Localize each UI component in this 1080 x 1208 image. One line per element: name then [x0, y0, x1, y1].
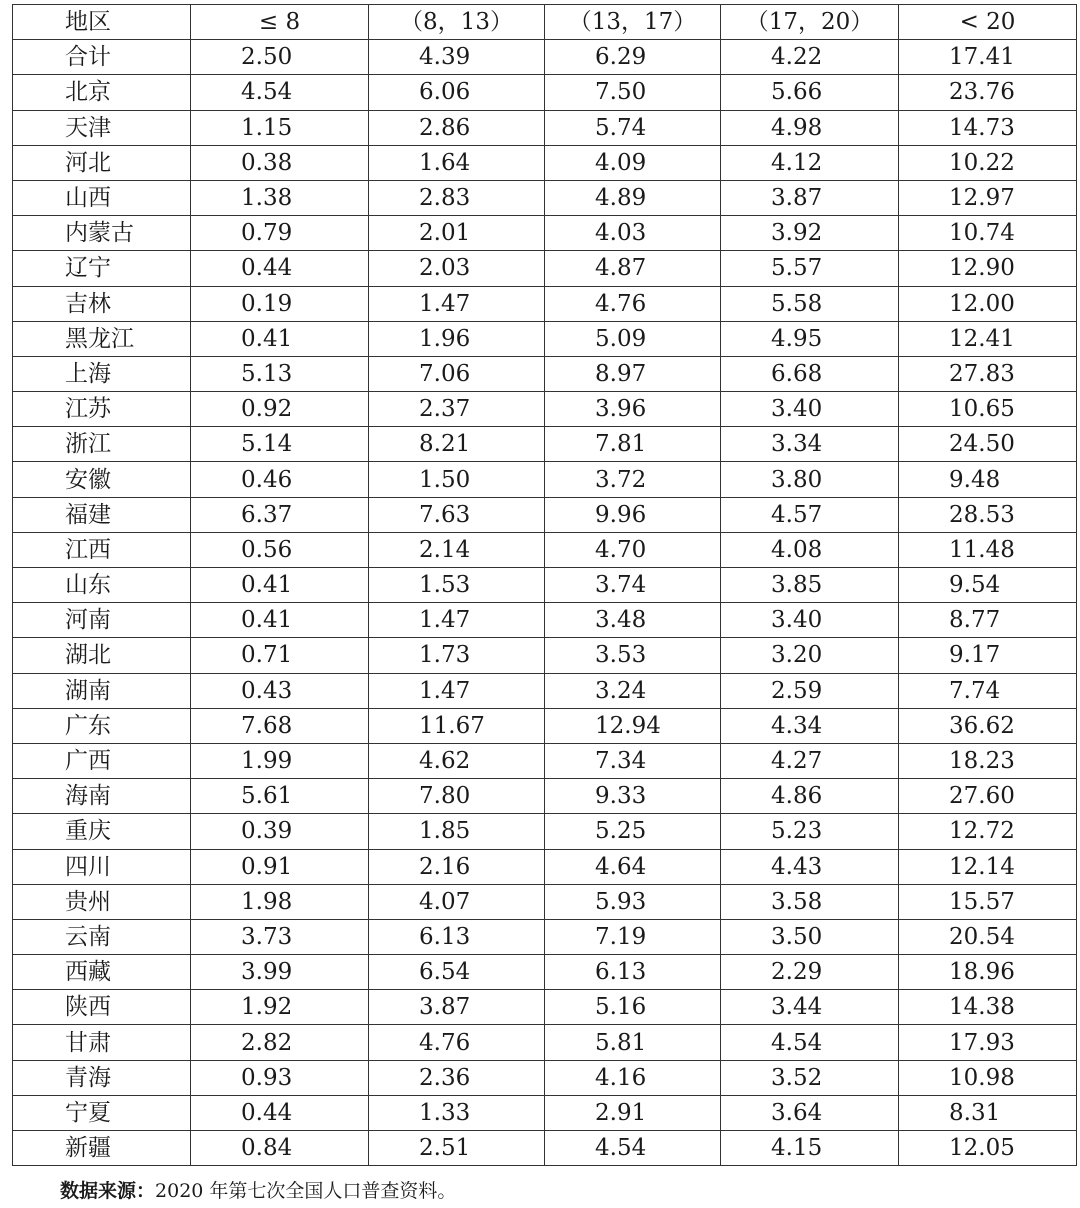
value-cell: 3.20 — [721, 638, 899, 673]
table-row — [13, 356, 1077, 391]
value-cell: 4.54 — [545, 1131, 721, 1166]
value-cell: 3.80 — [721, 462, 899, 497]
region-cell: 四川 — [13, 849, 191, 884]
value-cell: 0.41 — [191, 568, 369, 603]
value-cell: 28.53 — [899, 497, 1077, 532]
column-header: < 20 — [899, 5, 1077, 40]
value-cell: 4.76 — [545, 286, 721, 321]
value-cell: 4.70 — [545, 532, 721, 567]
table-row — [13, 462, 1077, 497]
value-cell: 6.37 — [191, 497, 369, 532]
value-cell: 3.40 — [721, 603, 899, 638]
value-cell: 0.38 — [191, 145, 369, 180]
value-cell: 8.97 — [545, 356, 721, 391]
value-cell: 1.64 — [369, 145, 545, 180]
table-row — [13, 251, 1077, 286]
value-cell: 4.39 — [369, 40, 545, 75]
value-cell: 7.34 — [545, 743, 721, 778]
value-cell: 0.39 — [191, 814, 369, 849]
value-cell: 11.67 — [369, 708, 545, 743]
value-cell: 7.06 — [369, 356, 545, 391]
value-cell: 9.48 — [899, 462, 1077, 497]
value-cell: 5.74 — [545, 110, 721, 145]
table-row — [13, 779, 1077, 814]
value-cell: 4.62 — [369, 743, 545, 778]
value-cell: 12.97 — [899, 180, 1077, 215]
value-cell: 7.50 — [545, 75, 721, 110]
table-row — [13, 1060, 1077, 1095]
table-row — [13, 919, 1077, 954]
value-cell: 4.95 — [721, 321, 899, 356]
value-cell: 4.34 — [721, 708, 899, 743]
value-cell: 9.54 — [899, 568, 1077, 603]
region-cell: 江苏 — [13, 392, 191, 427]
region-cell: 河北 — [13, 145, 191, 180]
value-cell: 3.40 — [721, 392, 899, 427]
value-cell: 5.14 — [191, 427, 369, 462]
value-cell: 2.59 — [721, 673, 899, 708]
value-cell: 4.76 — [369, 1025, 545, 1060]
source-label: 数据来源： — [60, 1180, 156, 1202]
value-cell: 3.58 — [721, 884, 899, 919]
value-cell: 4.08 — [721, 532, 899, 567]
column-header: 地区 — [13, 5, 191, 40]
value-cell: 7.80 — [369, 779, 545, 814]
value-cell: 12.14 — [899, 849, 1077, 884]
value-cell: 4.98 — [721, 110, 899, 145]
region-cell: 吉林 — [13, 286, 191, 321]
value-cell: 7.74 — [899, 673, 1077, 708]
value-cell: 1.50 — [369, 462, 545, 497]
value-cell: 20.54 — [899, 919, 1077, 954]
value-cell: 1.92 — [191, 990, 369, 1025]
value-cell: 14.38 — [899, 990, 1077, 1025]
table-row — [13, 849, 1077, 884]
value-cell: 0.41 — [191, 321, 369, 356]
region-cell: 广东 — [13, 708, 191, 743]
table-row — [13, 40, 1077, 75]
region-cell: 山东 — [13, 568, 191, 603]
value-cell: 3.87 — [721, 180, 899, 215]
value-cell: 3.92 — [721, 216, 899, 251]
region-cell: 北京 — [13, 75, 191, 110]
region-cell: 江西 — [13, 532, 191, 567]
value-cell: 8.31 — [899, 1095, 1077, 1130]
value-cell: 0.92 — [191, 392, 369, 427]
value-cell: 2.01 — [369, 216, 545, 251]
region-cell: 辽宁 — [13, 251, 191, 286]
table-row — [13, 1095, 1077, 1130]
region-cell: 河南 — [13, 603, 191, 638]
value-cell: 4.64 — [545, 849, 721, 884]
table-row — [13, 673, 1077, 708]
value-cell: 5.16 — [545, 990, 721, 1025]
value-cell: 5.13 — [191, 356, 369, 391]
value-cell: 10.98 — [899, 1060, 1077, 1095]
table-row — [13, 1025, 1077, 1060]
region-cell: 内蒙古 — [13, 216, 191, 251]
table-row — [13, 216, 1077, 251]
region-cell: 上海 — [13, 356, 191, 391]
value-cell: 1.98 — [191, 884, 369, 919]
table-header-row — [13, 5, 1077, 40]
value-cell: 0.44 — [191, 1095, 369, 1130]
value-cell: 4.86 — [721, 779, 899, 814]
column-header: （8，13） — [369, 5, 545, 40]
value-cell: 2.29 — [721, 955, 899, 990]
table-row — [13, 497, 1077, 532]
value-cell: 3.52 — [721, 1060, 899, 1095]
value-cell: 0.41 — [191, 603, 369, 638]
region-cell: 云南 — [13, 919, 191, 954]
value-cell: 3.99 — [191, 955, 369, 990]
table-row — [13, 532, 1077, 567]
value-cell: 2.86 — [369, 110, 545, 145]
value-cell: 4.89 — [545, 180, 721, 215]
value-cell: 1.85 — [369, 814, 545, 849]
value-cell: 12.05 — [899, 1131, 1077, 1166]
value-cell: 4.16 — [545, 1060, 721, 1095]
value-cell: 0.19 — [191, 286, 369, 321]
value-cell: 4.09 — [545, 145, 721, 180]
value-cell: 1.38 — [191, 180, 369, 215]
value-cell: 2.36 — [369, 1060, 545, 1095]
value-cell: 4.03 — [545, 216, 721, 251]
value-cell: 10.22 — [899, 145, 1077, 180]
value-cell: 15.57 — [899, 884, 1077, 919]
region-cell: 宁夏 — [13, 1095, 191, 1130]
value-cell: 0.46 — [191, 462, 369, 497]
table-row — [13, 568, 1077, 603]
value-cell: 4.07 — [369, 884, 545, 919]
value-cell: 2.51 — [369, 1131, 545, 1166]
table-row — [13, 708, 1077, 743]
table-body — [13, 40, 1077, 1166]
value-cell: 5.66 — [721, 75, 899, 110]
region-cell: 浙江 — [13, 427, 191, 462]
value-cell: 5.61 — [191, 779, 369, 814]
value-cell: 12.90 — [899, 251, 1077, 286]
value-cell: 4.27 — [721, 743, 899, 778]
table-row — [13, 814, 1077, 849]
value-cell: 3.50 — [721, 919, 899, 954]
value-cell: 6.54 — [369, 955, 545, 990]
value-cell: 6.06 — [369, 75, 545, 110]
value-cell: 2.14 — [369, 532, 545, 567]
value-cell: 3.87 — [369, 990, 545, 1025]
value-cell: 5.57 — [721, 251, 899, 286]
value-cell: 4.43 — [721, 849, 899, 884]
value-cell: 3.85 — [721, 568, 899, 603]
value-cell: 3.48 — [545, 603, 721, 638]
value-cell: 3.24 — [545, 673, 721, 708]
value-cell: 5.58 — [721, 286, 899, 321]
value-cell: 18.96 — [899, 955, 1077, 990]
region-cell: 陕西 — [13, 990, 191, 1025]
table-row — [13, 180, 1077, 215]
value-cell: 6.13 — [369, 919, 545, 954]
region-cell: 安徽 — [13, 462, 191, 497]
value-cell: 1.96 — [369, 321, 545, 356]
value-cell: 1.47 — [369, 286, 545, 321]
region-cell: 贵州 — [13, 884, 191, 919]
value-cell: 2.03 — [369, 251, 545, 286]
value-cell: 4.15 — [721, 1131, 899, 1166]
value-cell: 7.63 — [369, 497, 545, 532]
value-cell: 0.43 — [191, 673, 369, 708]
value-cell: 0.93 — [191, 1060, 369, 1095]
table-row — [13, 638, 1077, 673]
value-cell: 23.76 — [899, 75, 1077, 110]
region-cell: 甘肃 — [13, 1025, 191, 1060]
value-cell: 2.82 — [191, 1025, 369, 1060]
region-cell: 合计 — [13, 40, 191, 75]
value-cell: 12.00 — [899, 286, 1077, 321]
value-cell: 12.41 — [899, 321, 1077, 356]
value-cell: 3.64 — [721, 1095, 899, 1130]
value-cell: 17.93 — [899, 1025, 1077, 1060]
region-cell: 黑龙江 — [13, 321, 191, 356]
region-cell: 福建 — [13, 497, 191, 532]
value-cell: 5.81 — [545, 1025, 721, 1060]
value-cell: 1.99 — [191, 743, 369, 778]
value-cell: 2.50 — [191, 40, 369, 75]
table-row — [13, 743, 1077, 778]
value-cell: 8.21 — [369, 427, 545, 462]
value-cell: 0.79 — [191, 216, 369, 251]
value-cell: 0.56 — [191, 532, 369, 567]
table-row — [13, 427, 1077, 462]
region-cell: 重庆 — [13, 814, 191, 849]
value-cell: 4.12 — [721, 145, 899, 180]
value-cell: 24.50 — [899, 427, 1077, 462]
table-row — [13, 286, 1077, 321]
value-cell: 17.41 — [899, 40, 1077, 75]
value-cell: 3.34 — [721, 427, 899, 462]
value-cell: 3.72 — [545, 462, 721, 497]
region-cell: 海南 — [13, 779, 191, 814]
value-cell: 0.84 — [191, 1131, 369, 1166]
data-table-container — [12, 4, 1076, 1166]
value-cell: 0.71 — [191, 638, 369, 673]
value-cell: 4.54 — [191, 75, 369, 110]
region-cell: 山西 — [13, 180, 191, 215]
value-cell: 0.91 — [191, 849, 369, 884]
table-row — [13, 884, 1077, 919]
value-cell: 1.53 — [369, 568, 545, 603]
region-cell: 青海 — [13, 1060, 191, 1095]
value-cell: 2.83 — [369, 180, 545, 215]
region-cell: 西藏 — [13, 955, 191, 990]
column-header: ≤ 8 — [191, 5, 369, 40]
value-cell: 3.96 — [545, 392, 721, 427]
value-cell: 1.33 — [369, 1095, 545, 1130]
table-row — [13, 145, 1077, 180]
value-cell: 4.22 — [721, 40, 899, 75]
value-cell: 14.73 — [899, 110, 1077, 145]
value-cell: 5.23 — [721, 814, 899, 849]
value-cell: 0.44 — [191, 251, 369, 286]
table-row — [13, 392, 1077, 427]
value-cell: 1.73 — [369, 638, 545, 673]
value-cell: 9.17 — [899, 638, 1077, 673]
value-cell: 1.47 — [369, 603, 545, 638]
value-cell: 27.83 — [899, 356, 1077, 391]
value-cell: 12.94 — [545, 708, 721, 743]
value-cell: 1.47 — [369, 673, 545, 708]
value-cell: 8.77 — [899, 603, 1077, 638]
value-cell: 2.16 — [369, 849, 545, 884]
source-text: 2020 年第七次全国人口普查资料。 — [155, 1180, 457, 1202]
value-cell: 5.93 — [545, 884, 721, 919]
value-cell: 7.81 — [545, 427, 721, 462]
value-cell: 11.48 — [899, 532, 1077, 567]
column-header: （13，17） — [545, 5, 721, 40]
value-cell: 2.37 — [369, 392, 545, 427]
table-row — [13, 110, 1077, 145]
value-cell: 36.62 — [899, 708, 1077, 743]
value-cell: 7.19 — [545, 919, 721, 954]
region-cell: 湖南 — [13, 673, 191, 708]
value-cell: 7.68 — [191, 708, 369, 743]
value-cell: 12.72 — [899, 814, 1077, 849]
value-cell: 4.54 — [721, 1025, 899, 1060]
value-cell: 1.15 — [191, 110, 369, 145]
table-row — [13, 75, 1077, 110]
value-cell: 3.53 — [545, 638, 721, 673]
value-cell: 2.91 — [545, 1095, 721, 1130]
value-cell: 9.96 — [545, 497, 721, 532]
table-row — [13, 1131, 1077, 1166]
value-cell: 5.09 — [545, 321, 721, 356]
value-cell: 3.74 — [545, 568, 721, 603]
value-cell: 6.13 — [545, 955, 721, 990]
region-cell: 广西 — [13, 743, 191, 778]
region-cell: 新疆 — [13, 1131, 191, 1166]
table-row — [13, 990, 1077, 1025]
value-cell: 4.87 — [545, 251, 721, 286]
table-row — [13, 955, 1077, 990]
value-cell: 9.33 — [545, 779, 721, 814]
table-row — [13, 321, 1077, 356]
value-cell: 3.73 — [191, 919, 369, 954]
value-cell: 10.74 — [899, 216, 1077, 251]
data-source-note — [60, 1178, 456, 1204]
value-cell: 10.65 — [899, 392, 1077, 427]
region-cell: 湖北 — [13, 638, 191, 673]
data-table — [12, 4, 1077, 1166]
column-header: （17，20） — [721, 5, 899, 40]
value-cell: 4.57 — [721, 497, 899, 532]
region-cell: 天津 — [13, 110, 191, 145]
value-cell: 5.25 — [545, 814, 721, 849]
value-cell: 27.60 — [899, 779, 1077, 814]
value-cell: 6.68 — [721, 356, 899, 391]
value-cell: 18.23 — [899, 743, 1077, 778]
table-row — [13, 603, 1077, 638]
value-cell: 3.44 — [721, 990, 899, 1025]
value-cell: 6.29 — [545, 40, 721, 75]
